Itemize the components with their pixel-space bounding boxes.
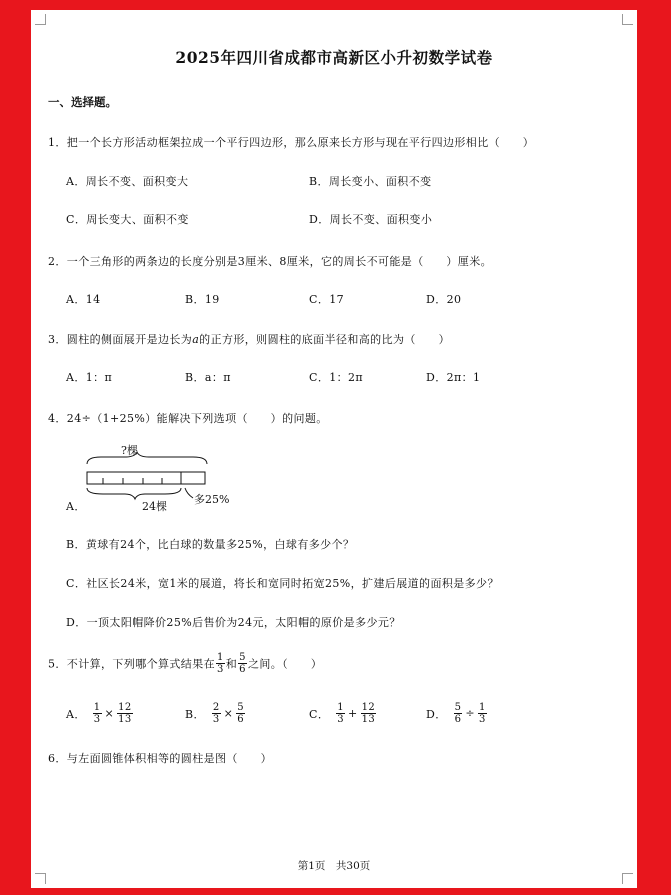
q3-variable: a <box>192 333 200 346</box>
q5-text-mid: 和 <box>225 657 238 671</box>
crop-mark <box>622 14 633 25</box>
q2-option-a: A．14 <box>66 293 101 306</box>
question-1: 1．把一个长方形活动框架拉成一个平行四边形，那么原来长方形与现在平行四边形相比（ ） <box>48 136 535 149</box>
q3-option-a: A．1：π <box>66 371 113 384</box>
bottom-brace <box>87 488 181 499</box>
question-6: 6．与左面圆锥体积相等的圆柱是图（ ） <box>48 752 272 765</box>
q3-text-after: 的正方形，则圆柱的底面半径和高的比为（ ） <box>199 333 450 346</box>
question-2: 2．一个三角形的两条边的长度分别是3厘米、8厘米，它的周长不可能是（ ）厘米。 <box>48 255 492 268</box>
exam-page <box>31 10 637 888</box>
q1-option-c: C．周长变大、面积不变 <box>66 213 189 226</box>
q2-option-b: B．19 <box>185 293 220 306</box>
crop-mark <box>35 14 46 25</box>
q1-option-d: D．周长不变、面积变小 <box>309 213 433 226</box>
extra-segment <box>181 472 205 484</box>
q5-option-a: A． $\frac{1}{3}$ × $\frac{12}{13}$ <box>66 702 132 725</box>
q1-option-a: A．周长不变、面积变大 <box>66 175 189 188</box>
question-4: 4．24÷（1+25%）能解决下列选项（ ）的问题。 <box>48 412 328 425</box>
q5-option-d: D． $\frac{5}{6}$ ÷ $\frac{1}{3}$ <box>426 702 486 725</box>
q3-option-c: C．1：2π <box>309 371 364 384</box>
diagram-bottom-label: 24棵 <box>142 500 167 513</box>
crop-mark <box>35 873 46 884</box>
diagram-top-label: ?棵 <box>121 444 138 457</box>
q3-option-b: B．a：π <box>185 371 231 384</box>
q5-fraction-upper: $\frac{5}{6}$ <box>239 652 246 675</box>
exam-title: 2025年四川省成都市高新区小升初数学试卷 <box>175 48 493 67</box>
base-segment <box>87 472 181 484</box>
q2-option-c: C．17 <box>309 293 345 306</box>
q5-option-c: C． $\frac{1}{3}$ + $\frac{12}{13}$ <box>309 702 376 725</box>
q4-option-b: B．黄球有24个，比白球的数量多25%，白球有多少个？ <box>66 538 355 551</box>
q5-fraction-lower: $\frac{1}{3}$ <box>217 652 224 675</box>
q5-text-before: 5．不计算，下列哪个算式结果在 <box>48 657 215 671</box>
segment-diagram <box>83 442 243 512</box>
q3-option-d: D．2π：1 <box>426 371 481 384</box>
question-3 <box>48 331 450 347</box>
q3-text-before: 3．圆柱的侧面展开是边长为 <box>48 333 193 346</box>
top-brace <box>87 452 207 464</box>
page-footer: 第1页 共30页 <box>297 860 371 872</box>
crop-mark <box>622 873 633 884</box>
diagram-side-label: 多25% <box>194 493 230 506</box>
q1-option-b: B．周长变小、面积不变 <box>309 175 432 188</box>
q4-option-d: D．一顶太阳帽降价25%后售价为24元，太阳帽的原价是多少元？ <box>66 616 401 629</box>
q2-option-d: D．20 <box>426 293 462 306</box>
q4-option-c: C．社区长24米，宽1米的展道，将长和宽同时拓宽25%，扩建后展道的面积是多少？ <box>66 577 499 590</box>
q5-option-b: B． $\frac{2}{3}$ × $\frac{5}{6}$ <box>185 702 245 725</box>
section-title: 一、选择题。 <box>48 95 117 109</box>
q5-text-after: 之间。（ ） <box>247 657 323 671</box>
question-5 <box>48 652 322 675</box>
side-brace <box>185 488 193 498</box>
q4-option-a: A． <box>66 500 86 513</box>
